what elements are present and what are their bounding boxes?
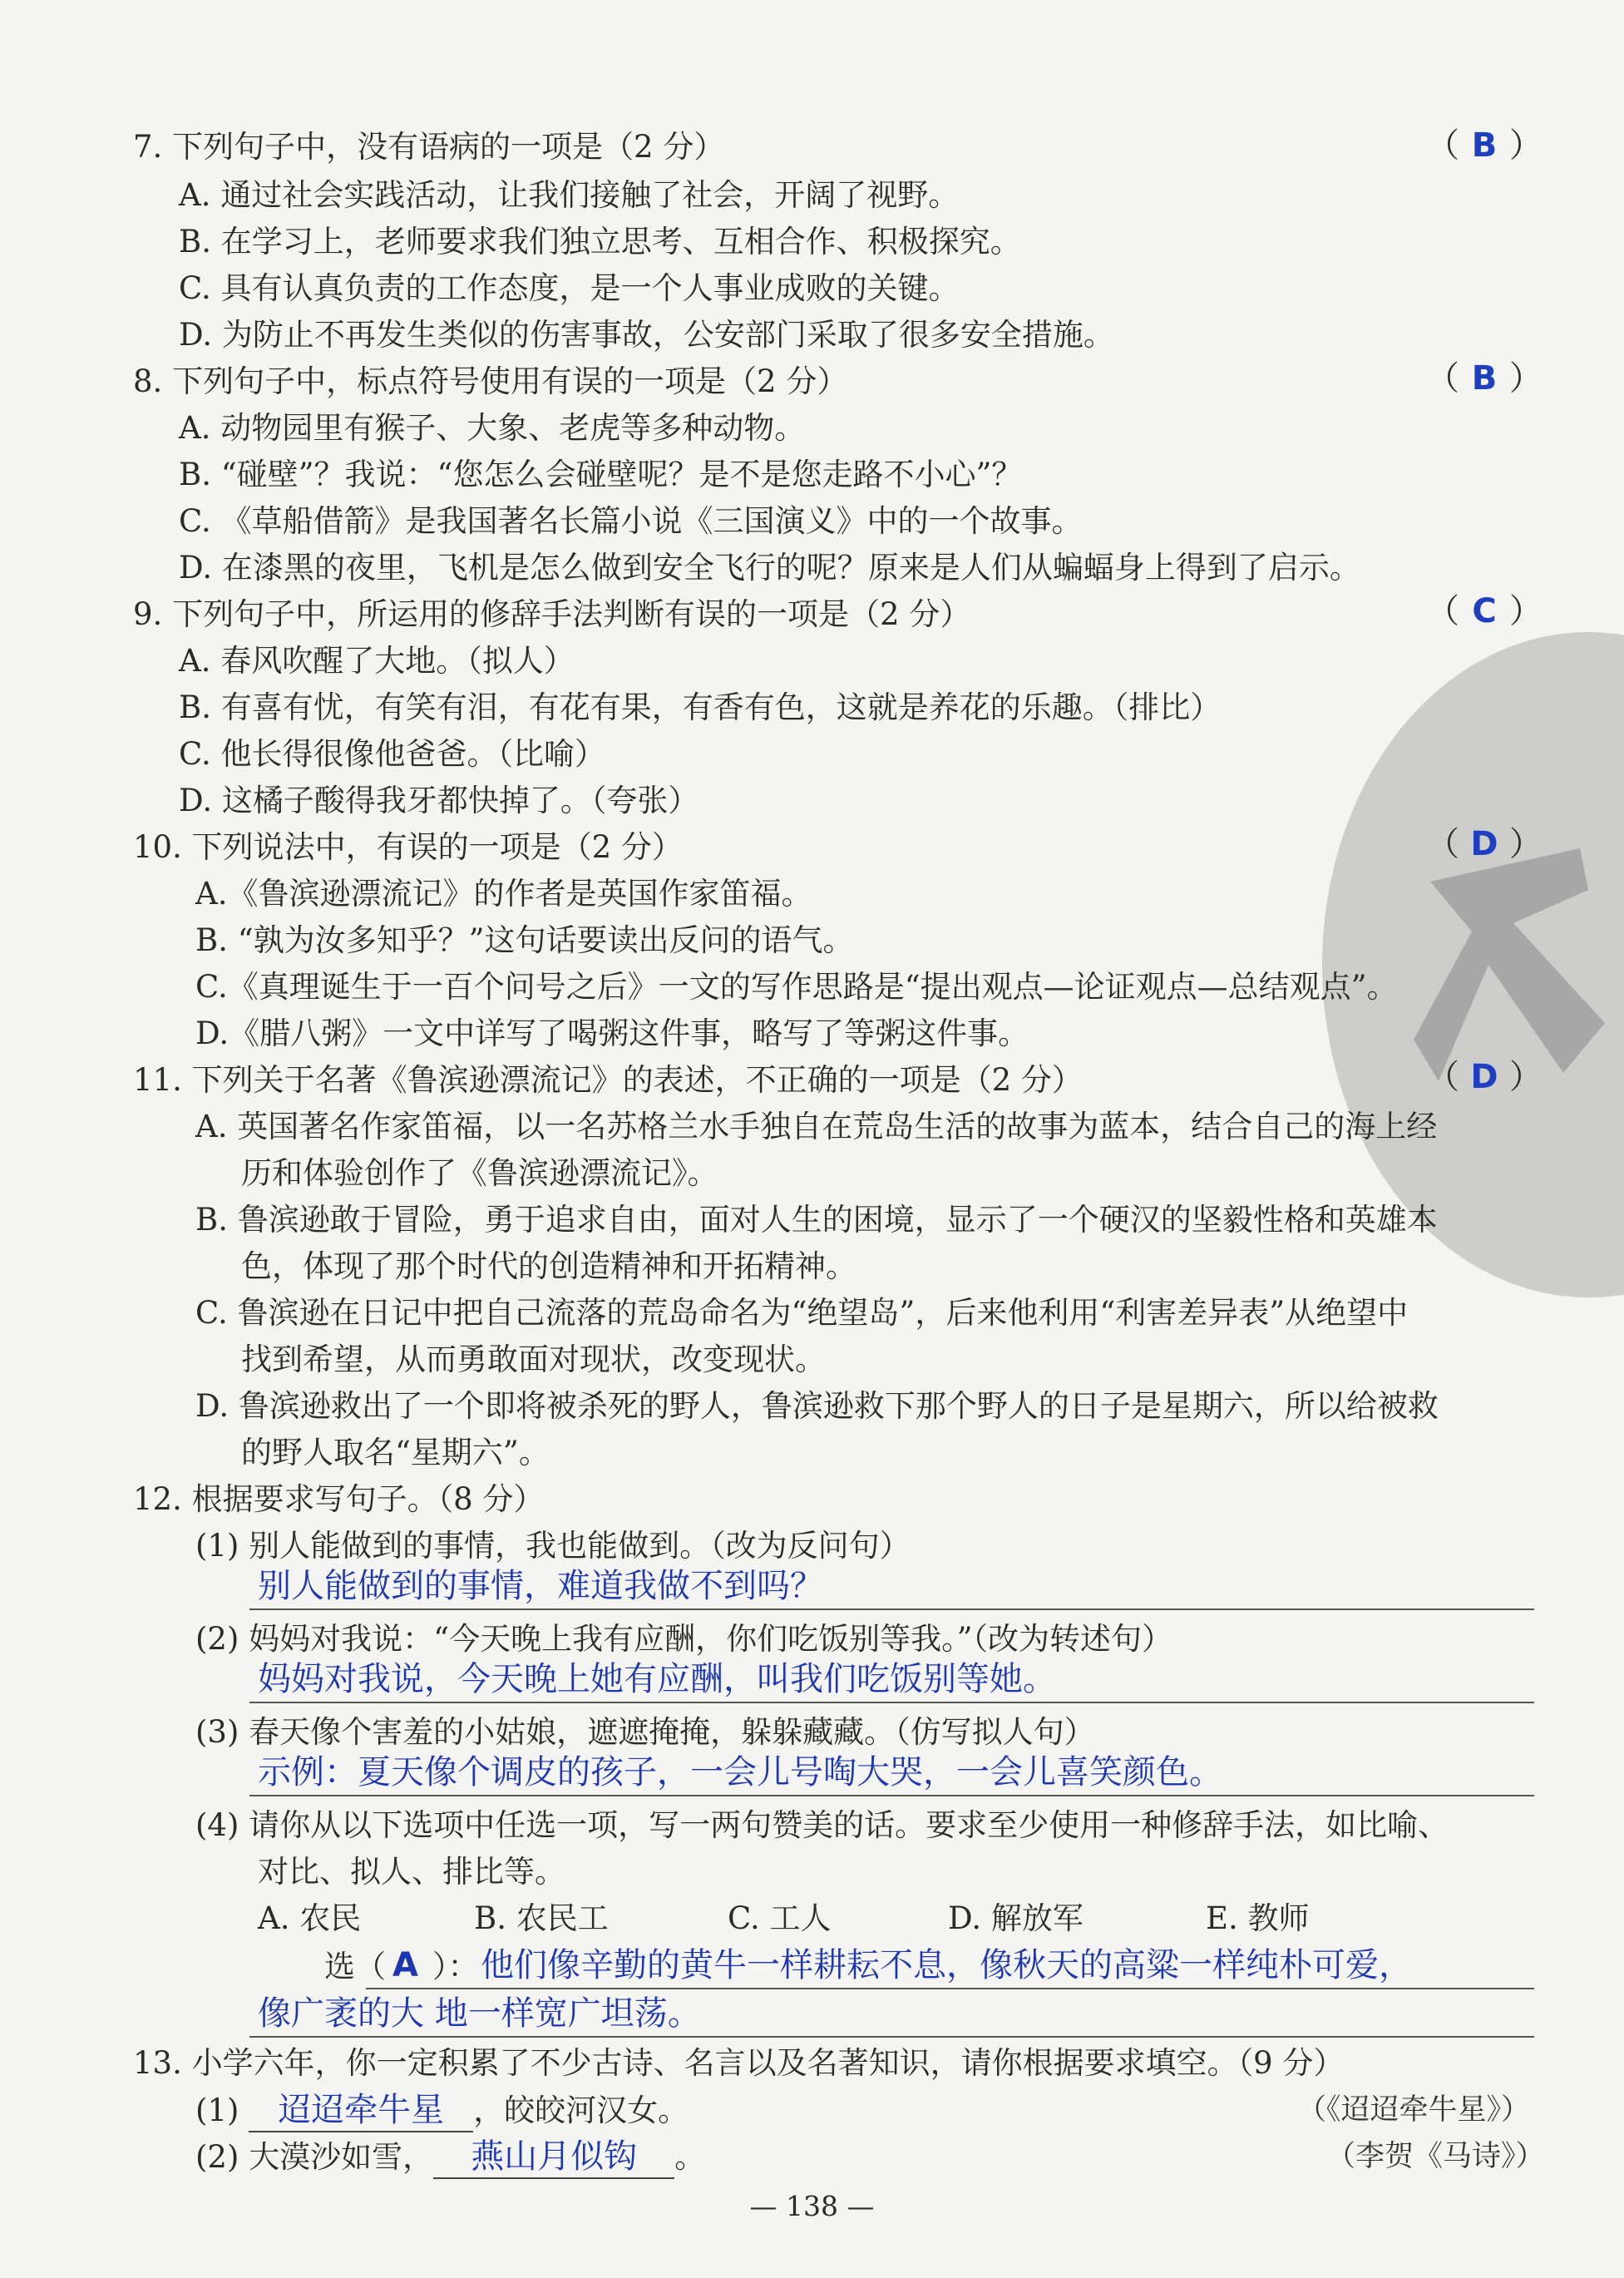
- q9-answer-letter: C: [1472, 592, 1497, 630]
- q12-item4-prompt-line2: 对比、拟人、排比等。: [258, 1854, 565, 1890]
- q10-option-b: B. “孰为汝多知乎？”这句话要读出反问的语气。: [195, 922, 854, 958]
- q11-option-c-line2: 找到希望，从而勇敢面对现状，改变现状。: [241, 1342, 826, 1377]
- q11-answer: （ D ）: [1426, 1058, 1543, 1096]
- q12-item1-answer[interactable]: 别人能做到的事情，难道我做不到吗？: [258, 1567, 823, 1605]
- q12-item4-answer-line2[interactable]: 像广袤的大 地一样宽广坦荡。: [258, 1994, 701, 2033]
- q12-item4-choice-b: B. 农民工: [474, 1900, 609, 1936]
- q11-answer-letter: D: [1470, 1058, 1498, 1096]
- q7-option-a: A. 通过社会实践活动，让我们接触了社会，开阔了视野。: [179, 177, 960, 213]
- q13-item1-source: （《迢迢牵牛星》）: [1297, 2093, 1531, 2127]
- q10-option-c: C.《真理诞生于一百个问号之后》一文的写作思路是“提出观点—论证观点—总结观点”。: [195, 969, 1398, 1005]
- q8-option-c: C. 《草船借箭》是我国著名长篇小说《三国演义》中的一个故事。: [179, 503, 1083, 539]
- q9-option-d: D. 这橘子酸得我牙都快掉了。（夸张）: [179, 783, 699, 818]
- q13-item1-blank[interactable]: 迢迢牵牛星: [249, 2089, 473, 2132]
- q12-item4-choice-e: E. 教师: [1206, 1900, 1310, 1936]
- q11-option-c-line1: C. 鲁滨逊在日记中把自己流落的荒岛命名为“绝望岛”，后来他利用“利害差异表”从绝望中: [195, 1295, 1409, 1331]
- q7-stem: 7. 下列句子中，没有语病的一项是（2 分）: [133, 129, 725, 165]
- q12-item2-answer[interactable]: 妈妈对我说，今天晚上她有应酬，叫我们吃饭别等她。: [258, 1660, 1056, 1698]
- q13-item2-blank[interactable]: 燕山月似钩: [433, 2136, 674, 2179]
- page-number: — 138 —: [749, 2190, 875, 2222]
- q7-option-b: B. 在学习上，老师要求我们独立思考、互相合作、积极探究。: [179, 224, 1021, 259]
- q11-stem: 11. 下列关于名著《鲁滨逊漂流记》的表述，不正确的一项是（2 分）: [133, 1062, 1083, 1098]
- q12-item4-select-prefix: 选（: [324, 1949, 386, 1984]
- q12-item4-selected[interactable]: A: [392, 1946, 418, 1984]
- q12-item2-answer-line: [249, 1702, 1534, 1703]
- q10-answer: （ D ）: [1426, 825, 1543, 863]
- q10-stem: 10. 下列说法中，有误的一项是（2 分）: [133, 829, 683, 865]
- q9-option-b: B. 有喜有忧，有笑有泪，有花有果，有香有色，这就是养花的乐趣。（排比）: [179, 689, 1222, 725]
- q8-answer-letter: B: [1471, 359, 1498, 398]
- q13-item1-number: (1): [195, 2093, 239, 2128]
- q10-option-a: A.《鲁滨逊漂流记》的作者是英国作家笛福。: [195, 876, 812, 912]
- q8-option-b: B. “碰壁”？我说：“您怎么会碰壁呢？是不是您走路不小心”？: [179, 457, 1023, 492]
- q8-option-d: D. 在漆黑的夜里，飞机是怎么做到安全飞行的呢？原来是人们从蝙蝠身上得到了启示。: [179, 550, 1360, 586]
- q12-item4-answer-line1-rule: [366, 1988, 1534, 1989]
- q13-item2-number: (2): [195, 2139, 239, 2175]
- q12-item1-answer-line: [249, 1608, 1534, 1610]
- q7-option-d: D. 为防止不再发生类似的伤害事故，公安部门采取了很多安全措施。: [179, 317, 1114, 353]
- q13-item2-before: 大漠沙如雪，: [249, 2139, 434, 2175]
- q13-item2-after: 。: [674, 2139, 706, 2175]
- q8-option-a: A. 动物园里有猴子、大象、老虎等多种动物。: [179, 410, 806, 446]
- q7-option-c: C. 具有认真负责的工作态度，是一个人事业成败的关键。: [179, 270, 960, 306]
- q12-item4-choice-a: A. 农民: [258, 1900, 362, 1936]
- q12-item4-answer-line2-rule: [249, 2036, 1534, 2038]
- q11-option-b-line2: 色，体现了那个时代的创造精神和开拓精神。: [241, 1248, 856, 1284]
- q12-stem: 12. 根据要求写句子。（8 分）: [133, 1481, 545, 1517]
- q12-item3-answer-line: [249, 1795, 1534, 1796]
- q12-item2-prompt: (2) 妈妈对我说：“今天晚上我有应酬，你们吃饭别等我。”（改为转述句）: [195, 1621, 1173, 1657]
- q10-option-d: D.《腊八粥》一文中详写了喝粥这件事，略写了等粥这件事。: [195, 1015, 1029, 1051]
- q7-answer-letter: B: [1471, 126, 1498, 165]
- q13-item2: [195, 2136, 705, 2179]
- q13-stem: 13. 小学六年，你一定积累了不少古诗、名言以及名著知识，请你根据要求填空。（9 分）: [133, 2045, 1345, 2081]
- q12-item3-answer[interactable]: 示例：夏天像个调皮的孩子，一会儿号啕大哭，一会儿喜笑颜色。: [258, 1753, 1222, 1791]
- q9-answer: （ C ）: [1426, 592, 1543, 630]
- q11-option-d-line1: D. 鲁滨逊救出了一个即将被杀死的野人，鲁滨逊救下那个野人的日子是星期六，所以给被救: [195, 1388, 1439, 1424]
- q11-option-d-line2: 的野人取名“星期六”。: [241, 1435, 550, 1470]
- q12-item4-choice-c: C. 工人: [728, 1900, 832, 1936]
- q8-stem: 8. 下列句子中，标点符号使用有误的一项是（2 分）: [133, 363, 848, 399]
- q9-stem: 9. 下列句子中，所运用的修辞手法判断有误的一项是（2 分）: [133, 596, 971, 632]
- q10-answer-letter: D: [1470, 825, 1498, 863]
- q11-option-b-line1: B. 鲁滨逊敢于冒险，勇于追求自由，面对人生的困境，显示了一个硬汉的坚毅性格和英雄本: [195, 1202, 1438, 1238]
- q9-option-c: C. 他长得很像他爸爸。（比喻）: [179, 736, 606, 772]
- q13-item1: [195, 2089, 689, 2132]
- q12-item4-prompt-line1: (4) 请你从以下选项中任选一项，写一两句赞美的话。要求至少使用一种修辞手法，如比喻、: [195, 1807, 1449, 1843]
- q13-item1-after: ，皎皎河汉女。: [473, 2093, 689, 2128]
- q12-item1-prompt: (1) 别人能做到的事情，我也能做到。（改为反问句）: [195, 1528, 911, 1564]
- q8-answer: （ B ）: [1426, 359, 1543, 398]
- q11-option-a-line2: 历和体验创作了《鲁滨逊漂流记》。: [241, 1155, 718, 1191]
- q12-item4-choice-d: D. 解放军: [948, 1900, 1083, 1936]
- q12-item4-answer-line1[interactable]: 他们像辛勤的黄牛一样耕耘不息，像秋天的高粱一样纯朴可爱，: [481, 1946, 1412, 1984]
- q12-item4-select-suffix: ）：: [432, 1949, 479, 1984]
- q13-item2-source: （李贺《马诗》）: [1326, 2140, 1545, 2173]
- q11-option-a-line1: A. 英国著名作家笛福，以一名苏格兰水手独自在荒岛生活的故事为蓝本，结合自己的海上经: [195, 1109, 1438, 1144]
- q9-option-a: A. 春风吹醒了大地。（拟人）: [179, 643, 575, 679]
- q7-answer: （ B ）: [1426, 126, 1543, 165]
- q12-item3-prompt: (3) 春天像个害羞的小姑娘，遮遮掩掩，躲躲藏藏。（仿写拟人句）: [195, 1714, 1095, 1750]
